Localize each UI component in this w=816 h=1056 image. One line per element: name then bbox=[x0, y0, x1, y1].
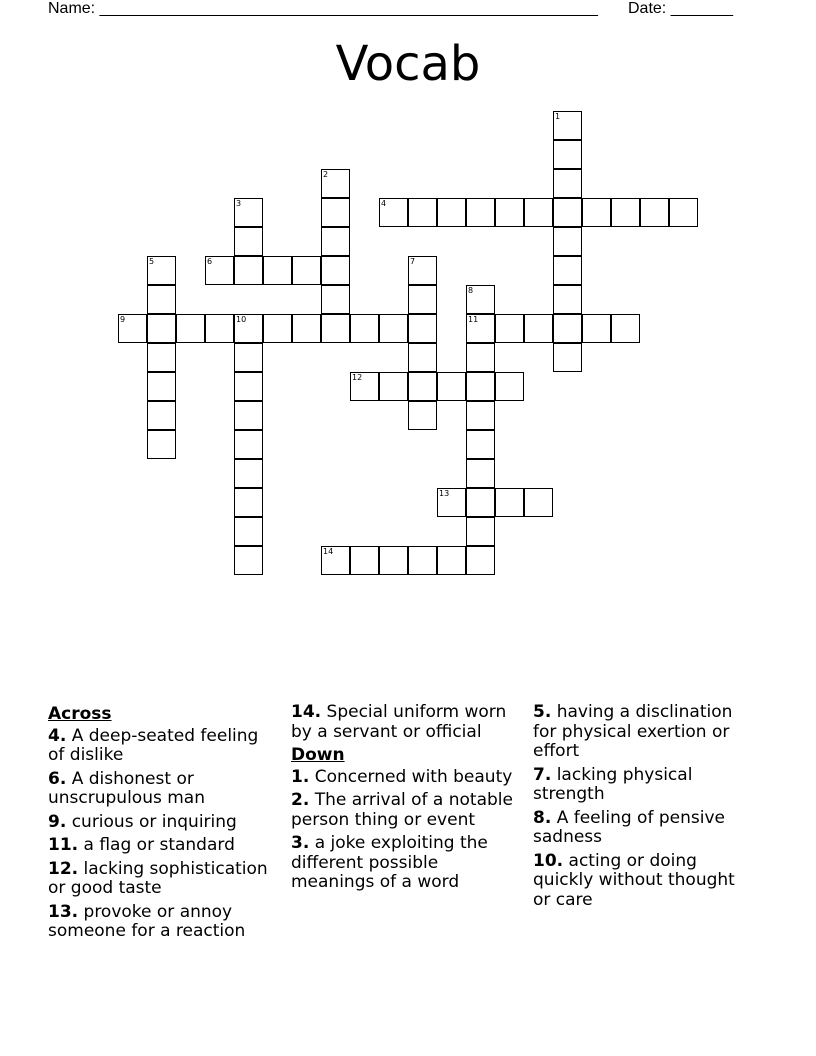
crossword-cell[interactable] bbox=[611, 198, 640, 227]
clue-number: 1. bbox=[291, 766, 310, 787]
crossword-cell[interactable] bbox=[466, 285, 495, 314]
clue-across-12 bbox=[48, 860, 273, 899]
crossword-cell[interactable] bbox=[553, 343, 582, 372]
down-heading: Down bbox=[291, 745, 345, 765]
clue-number: 2. bbox=[291, 790, 310, 810]
clue-down-5 bbox=[533, 703, 755, 762]
crossword-cell[interactable] bbox=[147, 430, 176, 459]
crossword-cell[interactable] bbox=[466, 488, 495, 517]
crossword-cell[interactable] bbox=[640, 198, 669, 227]
crossword-cell[interactable] bbox=[234, 343, 263, 372]
cell-number: 13 bbox=[439, 489, 450, 498]
crossword-cell[interactable] bbox=[553, 227, 582, 256]
clue-across-9 bbox=[48, 813, 273, 833]
clue-text: having a disclination for physical exertion or effort bbox=[533, 702, 733, 761]
clue-down-8 bbox=[533, 809, 755, 848]
cell-number: 9 bbox=[120, 315, 126, 324]
crossword-cell[interactable] bbox=[553, 169, 582, 198]
crossword-cell[interactable] bbox=[524, 314, 553, 343]
clue-number: 3. bbox=[291, 833, 310, 853]
clue-text: The arrival of a notable person thing or event bbox=[291, 790, 513, 830]
crossword-cell[interactable] bbox=[466, 198, 495, 227]
crossword-cell[interactable] bbox=[553, 285, 582, 314]
clue-number: 13. bbox=[48, 901, 79, 922]
clue-down-1 bbox=[291, 768, 523, 788]
clue-text: Concerned with beauty bbox=[309, 766, 513, 787]
crossword-cell[interactable] bbox=[321, 546, 350, 575]
clues-column-2 bbox=[291, 703, 523, 897]
clue-down-3 bbox=[291, 834, 523, 893]
crossword-cell[interactable] bbox=[611, 314, 640, 343]
crossword-cell[interactable] bbox=[408, 372, 437, 401]
crossword-cell[interactable] bbox=[234, 401, 263, 430]
cell-number: 12 bbox=[352, 373, 363, 382]
clue-text: lacking sophistication or good taste bbox=[48, 858, 268, 898]
clues-column-1 bbox=[48, 703, 273, 946]
clue-text: A feeling of pensive sadness bbox=[533, 807, 725, 847]
clue-across-14 bbox=[291, 703, 523, 742]
crossword-cell[interactable] bbox=[321, 285, 350, 314]
crossword-cell[interactable] bbox=[321, 169, 350, 198]
crossword-cell[interactable] bbox=[263, 314, 292, 343]
clue-number: 4. bbox=[48, 725, 67, 746]
clue-text: A deep-seated feeling of dislike bbox=[48, 725, 259, 765]
crossword-cell[interactable] bbox=[437, 546, 466, 575]
clue-number: 11. bbox=[48, 835, 79, 855]
crossword-cell[interactable] bbox=[234, 227, 263, 256]
crossword-cell[interactable] bbox=[321, 314, 350, 343]
crossword-cell[interactable] bbox=[118, 314, 147, 343]
crossword-cell[interactable] bbox=[437, 488, 466, 517]
crossword-cell[interactable] bbox=[524, 198, 553, 227]
crossword-cell[interactable] bbox=[582, 314, 611, 343]
crossword-cell[interactable] bbox=[234, 198, 263, 227]
crossword-cell[interactable] bbox=[147, 256, 176, 285]
clue-text: curious or inquiring bbox=[66, 811, 237, 832]
crossword-cell[interactable] bbox=[234, 459, 263, 488]
clue-number: 8. bbox=[533, 807, 552, 828]
clue-across-11 bbox=[48, 836, 273, 856]
cell-number: 7 bbox=[410, 257, 416, 266]
crossword-cell[interactable] bbox=[147, 343, 176, 372]
crossword-cell[interactable] bbox=[379, 372, 408, 401]
clue-text: lacking physical strength bbox=[533, 764, 693, 804]
crossword-cell[interactable] bbox=[408, 546, 437, 575]
clue-number: 10. bbox=[533, 850, 564, 871]
crossword-cell[interactable] bbox=[321, 256, 350, 285]
clue-text: A dishonest or unscrupulous man bbox=[48, 768, 205, 808]
crossword-cell[interactable] bbox=[466, 343, 495, 372]
crossword-cell[interactable] bbox=[205, 314, 234, 343]
clue-text: Special uniform worn by a servant or official bbox=[291, 702, 507, 742]
crossword-cell[interactable] bbox=[437, 198, 466, 227]
crossword-cell[interactable] bbox=[292, 314, 321, 343]
clue-across-4 bbox=[48, 727, 273, 766]
crossword-cell[interactable] bbox=[553, 111, 582, 140]
clue-number: 14. bbox=[291, 702, 322, 722]
clue-text: provoke or annoy someone for a reaction bbox=[48, 901, 246, 941]
clue-number: 12. bbox=[48, 858, 79, 879]
crossword-cell[interactable] bbox=[234, 517, 263, 546]
crossword-cell[interactable] bbox=[466, 546, 495, 575]
clue-down-2 bbox=[291, 791, 523, 830]
crossword-cell[interactable] bbox=[379, 546, 408, 575]
across-heading: Across bbox=[48, 704, 112, 724]
crossword-cell[interactable] bbox=[379, 198, 408, 227]
crossword-cell[interactable] bbox=[466, 372, 495, 401]
crossword-cell[interactable] bbox=[466, 430, 495, 459]
clue-down-10 bbox=[533, 852, 755, 911]
crossword-cell[interactable] bbox=[408, 198, 437, 227]
crossword-cell[interactable] bbox=[234, 314, 263, 343]
cell-number: 1 bbox=[555, 112, 561, 121]
crossword-cell[interactable] bbox=[524, 488, 553, 517]
crossword-cell[interactable] bbox=[321, 198, 350, 227]
crossword-cell[interactable] bbox=[176, 314, 205, 343]
crossword-cell[interactable] bbox=[466, 459, 495, 488]
crossword-cell[interactable] bbox=[495, 372, 524, 401]
crossword-cell[interactable] bbox=[553, 140, 582, 169]
crossword-cell[interactable] bbox=[263, 256, 292, 285]
crossword-cell[interactable] bbox=[234, 430, 263, 459]
crossword-cell[interactable] bbox=[437, 372, 466, 401]
cell-number: 2 bbox=[323, 170, 329, 179]
cell-number: 10 bbox=[236, 315, 247, 324]
clue-text: acting or doing quickly without thought or care bbox=[533, 850, 735, 910]
clue-number: 5. bbox=[533, 702, 552, 722]
clues-column-3 bbox=[533, 703, 755, 914]
clue-text: a joke exploiting the different possible meanings of a word bbox=[291, 833, 488, 892]
cell-number: 3 bbox=[236, 199, 242, 208]
cell-number: 5 bbox=[149, 257, 155, 266]
crossword-cell[interactable] bbox=[495, 488, 524, 517]
crossword-cell[interactable] bbox=[466, 314, 495, 343]
crossword-cell[interactable] bbox=[466, 517, 495, 546]
crossword-cell[interactable] bbox=[292, 256, 321, 285]
crossword-cell[interactable] bbox=[553, 256, 582, 285]
crossword-cell[interactable] bbox=[582, 198, 611, 227]
crossword-cell[interactable] bbox=[408, 401, 437, 430]
crossword-cell[interactable] bbox=[234, 256, 263, 285]
crossword-cell[interactable] bbox=[234, 372, 263, 401]
clue-across-13 bbox=[48, 903, 273, 942]
clue-across-6 bbox=[48, 770, 273, 809]
crossword-cell[interactable] bbox=[147, 372, 176, 401]
crossword-cell[interactable] bbox=[669, 198, 698, 227]
clue-number: 6. bbox=[48, 768, 67, 789]
crossword-cell[interactable] bbox=[495, 198, 524, 227]
crossword-cell[interactable] bbox=[205, 256, 234, 285]
crossword-cell[interactable] bbox=[147, 285, 176, 314]
crossword-cell[interactable] bbox=[408, 256, 437, 285]
clue-number: 9. bbox=[48, 811, 67, 832]
cell-number: 11 bbox=[468, 315, 479, 324]
crossword-cell[interactable] bbox=[379, 314, 408, 343]
crossword-cell[interactable] bbox=[321, 227, 350, 256]
name-field-label: Name: ________________________________________________________ bbox=[48, 0, 598, 17]
crossword-cell[interactable] bbox=[553, 198, 582, 227]
date-field-label: Date: _______ bbox=[628, 0, 733, 17]
crossword-cell[interactable] bbox=[408, 314, 437, 343]
clue-text: a flag or standard bbox=[78, 835, 235, 855]
page-title: Vocab bbox=[335, 36, 481, 92]
crossword-cell[interactable] bbox=[234, 546, 263, 575]
crossword-cell[interactable] bbox=[350, 546, 379, 575]
crossword-cell[interactable] bbox=[147, 401, 176, 430]
crossword-cell[interactable] bbox=[408, 285, 437, 314]
crossword-cell[interactable] bbox=[495, 314, 524, 343]
crossword-cell[interactable] bbox=[350, 314, 379, 343]
clue-number: 7. bbox=[533, 764, 552, 785]
crossword-cell[interactable] bbox=[553, 314, 582, 343]
cell-number: 14 bbox=[323, 547, 334, 556]
crossword-cell[interactable] bbox=[350, 372, 379, 401]
crossword-cell[interactable] bbox=[234, 488, 263, 517]
crossword-cell[interactable] bbox=[466, 401, 495, 430]
crossword-cell[interactable] bbox=[147, 314, 176, 343]
cell-number: 6 bbox=[207, 257, 213, 266]
crossword-cell[interactable] bbox=[408, 343, 437, 372]
clue-down-7 bbox=[533, 766, 755, 805]
cell-number: 4 bbox=[381, 199, 387, 208]
cell-number: 8 bbox=[468, 286, 474, 295]
